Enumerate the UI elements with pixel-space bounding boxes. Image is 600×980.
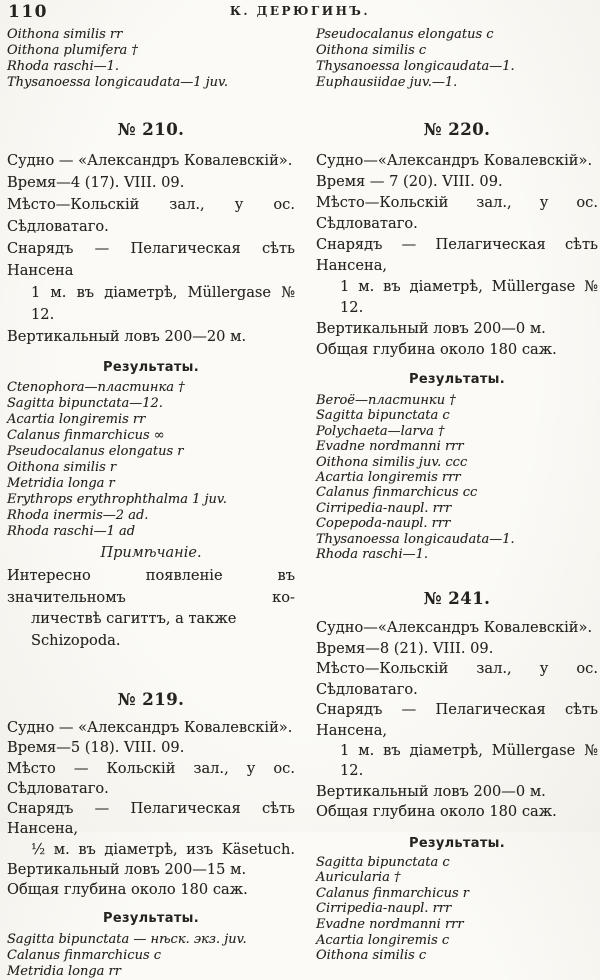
note-line: личествѣ сагиттъ, а также Schizopoda. <box>31 610 237 649</box>
species-entry: Sagitta bipunctata — нѣск. экз. juv. <box>7 931 247 947</box>
species-entry: Rhoda inermis—2 ad. <box>7 508 149 523</box>
species-entry: Metridia longa r <box>7 476 115 491</box>
species-entry: Calanus finmarchicus ∞ <box>7 428 165 443</box>
detail-line: Время—4 (17). VIII. 09. <box>7 174 185 191</box>
station-details <box>7 150 295 348</box>
species-entry: Acartia longiremis rr <box>7 412 146 427</box>
species-entry: Euphausiidae juv.—1. <box>316 75 458 90</box>
species-entry: Oithona similis juv. ccc <box>316 454 468 470</box>
detail-line: Мѣсто—Кольскій зал., у ос. Сѣдловатаго. <box>7 196 295 235</box>
results-heading: Результаты. <box>409 835 505 851</box>
results-species-list <box>7 932 295 980</box>
detail-line: Время—8 (21). VIII. 09. <box>316 639 494 657</box>
species-entry: Beroë—пластинки † <box>316 393 456 408</box>
results-heading: Результаты. <box>103 360 199 375</box>
note-line: Интересно появленіе въ значительномъ ко- <box>7 567 295 606</box>
species-entry: Cirripedia-naupl. rrr <box>316 901 452 917</box>
species-entry: Cirripedia-naupl. rrr <box>316 500 452 516</box>
page-number: 110 <box>8 2 48 22</box>
species-list-continued <box>316 27 598 91</box>
species-entry: Metridia longa rr <box>7 963 121 979</box>
station-number: № 210. <box>117 120 185 139</box>
species-entry: Rhoda raschi—1 ad <box>7 524 136 539</box>
species-entry: Sagitta bipunctata c <box>316 854 450 870</box>
station-details <box>7 718 295 901</box>
species-entry: Calanus finmarchicus c <box>7 947 162 963</box>
detail-line: 1 м. въ діаметрѣ, Müllergase № 12. <box>340 278 598 316</box>
results-heading: Результаты. <box>409 372 505 387</box>
detail-line: Вертикальный ловъ 200—0 м. <box>316 320 546 337</box>
station-section <box>7 119 295 651</box>
detail-line: Снарядъ — Пелагическая сѣть Нансена, <box>316 701 598 739</box>
station-number: № 220. <box>423 120 491 139</box>
detail-line: Снарядъ — Пелагическая сѣть Нансена, <box>316 236 598 274</box>
results-species-list <box>7 380 295 540</box>
species-entry: Thysanoessa longicaudata—1. <box>316 59 515 74</box>
detail-line: Мѣсто—Кольскій зал., у ос. Сѣдловатаго. <box>316 660 598 698</box>
species-list-continued <box>7 27 295 91</box>
detail-line: 1 м. въ діаметрѣ, Müllergase № 12. <box>340 741 598 780</box>
species-entry: Oithona similis c <box>316 43 427 58</box>
note-heading: Примѣчаніе. <box>100 545 202 561</box>
species-entry: Polychaeta—larva † <box>316 423 445 439</box>
station-number: № 241. <box>423 589 491 609</box>
note-paragraph <box>7 565 295 651</box>
species-entry: Auricularia † <box>316 870 401 886</box>
detail-line: Время — 7 (20). VIII. 09. <box>316 173 503 190</box>
species-entry: Oithona similis c <box>316 948 427 964</box>
species-entry: Calanus finmarchicus r <box>316 885 469 901</box>
detail-line: Мѣсто—Кольскій зал., у ос. Сѣдловатаго. <box>316 194 598 232</box>
results-species-list <box>316 855 598 964</box>
detail-line: Вертикальный ловъ 200—0 м. <box>316 782 546 800</box>
detail-line: Общая глубина около 180 саж. <box>316 803 557 821</box>
detail-line: Судно — «Александръ Ковалевскій». <box>7 152 293 169</box>
species-entry: Ctenophora—пластинка † <box>7 380 185 395</box>
station-section <box>7 689 295 980</box>
detail-line: Общая глубина около 180 саж. <box>7 881 248 899</box>
species-entry: Oithona similis rr <box>7 27 123 42</box>
species-entry: Acartia longiremis c <box>316 932 450 948</box>
right-column <box>316 0 598 964</box>
results-heading: Результаты. <box>103 910 199 926</box>
species-entry: Evadne nordmanni rrr <box>316 916 464 932</box>
species-entry: Thysanoessa longicaudata—1. <box>316 531 515 547</box>
detail-line: Общая глубина около 180 саж. <box>316 341 557 358</box>
station-section <box>316 588 598 963</box>
species-entry: Evadne nordmanni rrr <box>316 439 464 455</box>
detail-line: Судно—«Александръ Ковалевскій». <box>316 152 593 169</box>
running-title: К. ДЕРЮГИНЪ. <box>229 4 371 18</box>
results-species-list <box>316 393 598 562</box>
species-entry: Rhoda raschi—1. <box>316 547 429 563</box>
species-entry: Oithona plumifera † <box>7 43 138 58</box>
left-column <box>7 0 295 979</box>
species-entry: Thysanoessa longicaudata—1 juv. <box>7 75 228 90</box>
species-entry: Erythrops erythrophthalma 1 juv. <box>7 492 227 507</box>
station-details <box>316 150 598 360</box>
species-entry: Sagitta bipunctata c <box>316 408 450 424</box>
species-entry: Pseudocalanus elongatus r <box>7 444 184 459</box>
species-entry: Copepoda-naupl. rrr <box>316 516 451 532</box>
detail-line: Судно—«Александръ Ковалевскій». <box>316 619 593 637</box>
detail-line: Снарядъ — Пелагическая сѣть Нансена <box>7 240 295 279</box>
species-entry: Calanus finmarchicus cc <box>316 485 478 501</box>
species-entry: Oithona similis r <box>7 460 117 475</box>
station-details <box>316 618 598 822</box>
species-entry: Pseudocalanus elongatus c <box>316 27 494 42</box>
species-entry: Acartia longiremis rrr <box>316 470 461 486</box>
station-number: № 219. <box>117 690 185 709</box>
detail-line: ½ м. въ діаметрѣ, изъ Käsetuch. <box>31 840 295 858</box>
species-entry: Sagitta bipunctata—12. <box>7 396 163 411</box>
detail-line: Вертикальный ловъ 200—15 м. <box>7 861 247 879</box>
detail-line: Время—5 (18). VIII. 09. <box>7 739 185 757</box>
species-entry: Rhoda raschi—1. <box>7 59 120 74</box>
detail-line: Вертикальный ловъ 200—20 м. <box>7 328 247 345</box>
detail-line: Судно — «Александръ Ковалевскій». <box>7 719 293 736</box>
detail-line: 1 м. въ діаметрѣ, Müllergase № 12. <box>31 284 295 323</box>
detail-line: Снарядъ — Пелагическая сѣть Нансена, <box>7 800 295 838</box>
detail-line: Мѣсто — Кольскій зал., у ос. Сѣдловатаго. <box>7 759 295 797</box>
station-section <box>316 119 598 562</box>
